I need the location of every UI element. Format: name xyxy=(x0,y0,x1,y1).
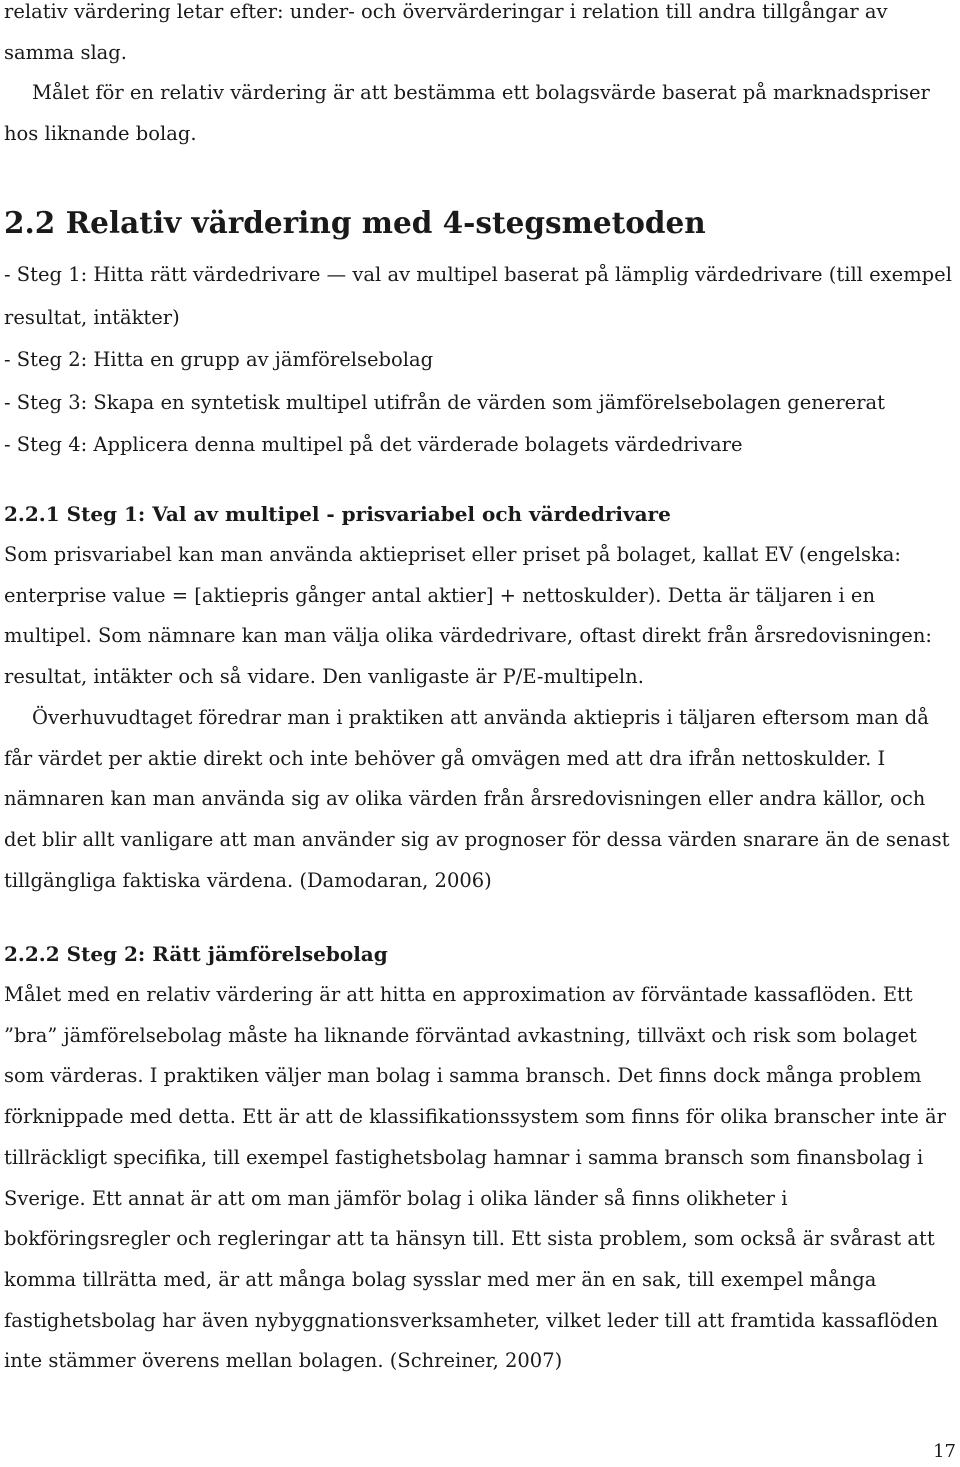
subsection-heading-2: 2.2.2 Steg 2: Rätt jämförelsebolag xyxy=(4,942,388,966)
page-number: 17 xyxy=(933,1441,956,1462)
subsection-1-paragraph-1: Som prisvariabel kan man använda aktiepriset eller priset på bolaget, kallat EV (engelska: enterprise value = [aktiepris gånger antal aktier] + nettoskulder). Detta är täljaren i en multipel. Som nämnare kan man välja olika värdedrivare, oftast direkt från årsredovisningen: resultat, intäkter och så vidare. Den vanligaste är P/E-multipeln. xyxy=(4,543,932,689)
intro-paragraph-continued: relativ värdering letar efter: under- och övervärderingar i relation till andra tillgångar av samma slag. xyxy=(4,0,888,64)
subsection-2-paragraph: Målet med en relativ värdering är att hitta en approximation av förväntade kassaflöden. Ett ”bra” jämförelsebolag måste ha liknande förväntad avkastning, tillväxt och risk som bolaget som värderas. I praktiken väljer man bolag i samma bransch. Det finns dock många problem förknippade med detta. Ett är att de klassifikationssystem som finns för olika branscher inte är tillräckligt specifika, till exempel fastighetsbolag hamnar i samma bransch som finansbolag i Sverige. Ett annat är att om man jämför bolag i olika länder så finns olikheter i bokföringsregler och regleringar att ta hänsyn till. Ett sista problem, som också är svårast att komma tillrätta med, är att många bolag sysslar med mer än en sak, till exempel många fastighetsbolag har även nybyggnationsverksamheter, vilket leder till att framtida kassaflöden inte stämmer överens mellan bolagen. (Schreiner, 2007) xyxy=(4,983,946,1373)
subsection-heading-1: 2.2.1 Steg 1: Val av multipel - prisvariabel och värdedrivare xyxy=(4,502,671,526)
step-item: - Steg 1: Hitta rätt värdedrivare — val av multipel baserat på lämplig värdedrivare (till exempel resultat, intäkter) xyxy=(4,263,952,329)
step-item: - Steg 4: Applicera denna multipel på det värderade bolagets värdedrivare xyxy=(4,433,743,456)
step-item: - Steg 2: Hitta en grupp av jämförelsebolag xyxy=(4,348,434,371)
section-heading: 2.2 Relativ värdering med 4-stegsmetoden xyxy=(4,205,706,240)
step-list xyxy=(4,254,958,467)
intro-paragraph-goal: Målet för en relativ värdering är att bestämma ett bolagsvärde baserat på marknadspriser hos liknande bolag. xyxy=(4,81,930,145)
step-item: - Steg 3: Skapa en syntetisk multipel utifrån de värden som jämförelsebolagen genererat xyxy=(4,390,886,414)
subsection-1-paragraph-2: Överhuvudtaget föredrar man i praktiken att använda aktiepris i täljaren eftersom man då får värdet per aktie direkt och inte behöver gå omvägen med att dra ifrån nettoskulder. I nämnaren kan man använda sig av olika värden från årsredovisningen eller andra källor, och det blir allt vanligare att man använder sig av prognoser för dessa värden snarare än de senast tillgängliga faktiska värdena. (Damodaran, 2006) xyxy=(4,706,950,892)
